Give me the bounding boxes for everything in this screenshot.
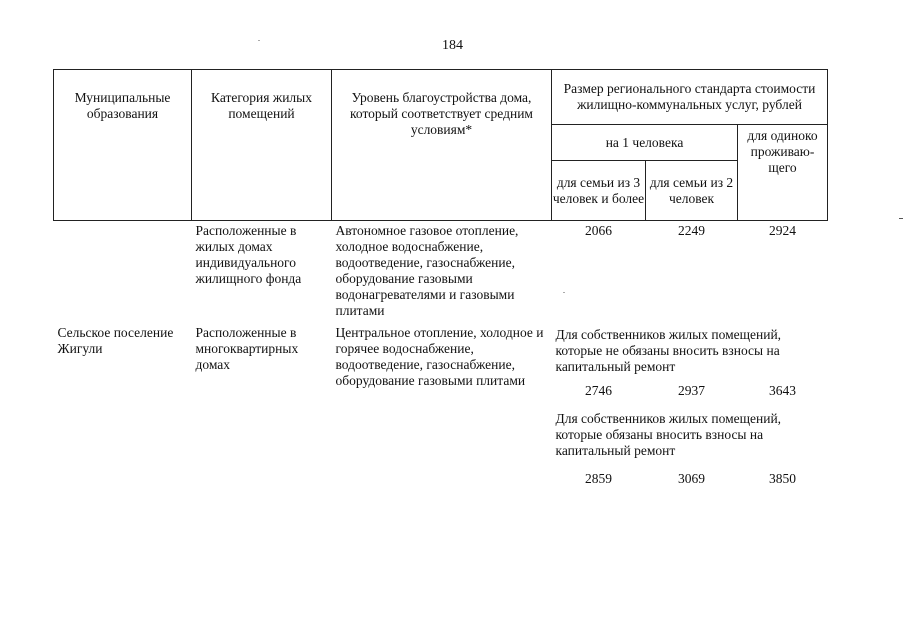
group-note: Для собственников жилых помещений, которые не обязаны вносить взносы на капитальный ремонт — [555, 327, 782, 374]
value-family3: 2859 — [585, 471, 612, 486]
scan-speck — [563, 292, 565, 293]
tariff-table — [53, 69, 828, 487]
value-family2: 3069 — [678, 471, 705, 486]
tariff-groups — [552, 319, 828, 487]
header-municipality: Муниципальные образования — [54, 70, 192, 221]
value-family3: 2066 — [585, 223, 612, 238]
value-family2: 2937 — [678, 383, 705, 398]
header-category: Категория жилых помещений — [192, 70, 332, 221]
value-single: 2924 — [769, 223, 796, 238]
table-row — [54, 319, 828, 487]
tariff-group — [552, 325, 828, 399]
table-row — [54, 221, 828, 320]
value-single: 3643 — [769, 383, 796, 398]
row-municipality: Сельское поселение Жигули — [57, 325, 174, 356]
header-per-person: на 1 человека — [552, 125, 738, 161]
row-category: Расположенные в жилых домах индивидуального жилищного фонда — [195, 223, 302, 286]
tariff-group — [552, 409, 828, 487]
header-comfort: Уровень благоустройства дома, который соответствует средним условиям* — [332, 70, 552, 221]
row-municipality — [54, 221, 192, 320]
group-values — [552, 471, 828, 487]
value-family3: 2746 — [585, 383, 612, 398]
value-single: 3850 — [769, 471, 796, 486]
row-category: Расположенные в многоквартирных домах — [195, 325, 299, 372]
row-comfort: Центральное отопление, холодное и горячее водоснабжение, водоотведение, газоснабжение, оборудование газовыми плитами — [335, 325, 544, 388]
header-family2: для семьи из 2 человек — [646, 161, 738, 221]
value-family2: 2249 — [678, 223, 705, 238]
header-family3: для семьи из 3 человек и более — [552, 161, 646, 221]
row-comfort: Автономное газовое отопление, холодное водоснабжение, водоотведение, газоснабжение, оборудование газовыми водонагревателями и газовыми плитами — [335, 223, 519, 318]
group-note: Для собственников жилых помещений, которые обязаны вносить взносы на капитальный ремонт — [555, 411, 782, 458]
header-single: для одиноко проживаю-щего — [738, 125, 828, 221]
page-number: 184 — [442, 38, 463, 53]
group-values — [552, 383, 828, 399]
scan-speck — [258, 40, 260, 41]
header-size: Размер регионального стандарта стоимости жилищно-коммунальных услуг, рублей — [552, 70, 828, 125]
margin-mark — [899, 218, 903, 219]
